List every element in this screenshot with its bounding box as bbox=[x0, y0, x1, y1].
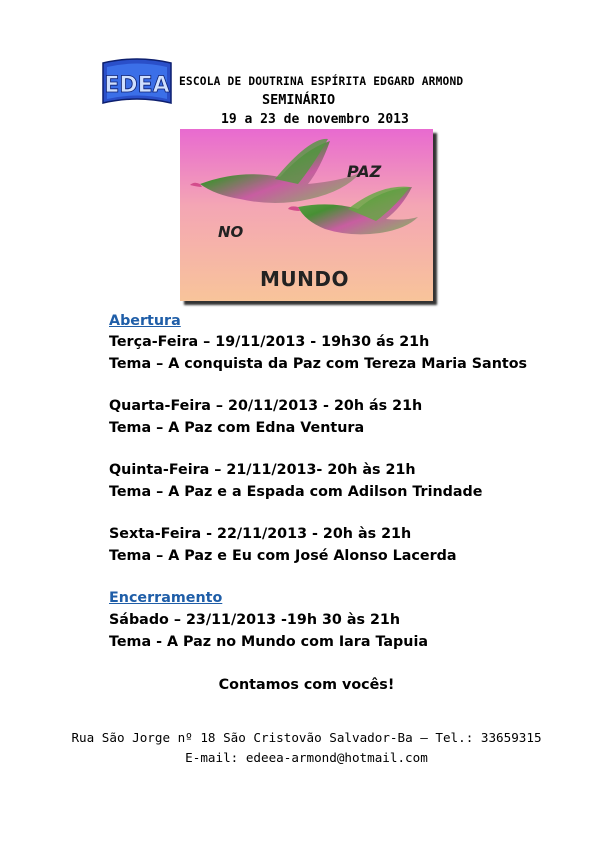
closing-session-theme: Tema - A Paz no Mundo com Iara Tapuia bbox=[109, 634, 428, 650]
closing-message: Contamos com vocês! bbox=[218, 677, 395, 693]
banner-word-paz: PAZ bbox=[347, 162, 382, 181]
session-1-theme: Tema – A conquista da Paz com Tereza Maria Santos bbox=[109, 356, 528, 372]
event-title: SEMINÁRIO bbox=[262, 92, 336, 108]
edeea-logo bbox=[101, 53, 173, 109]
event-dates: 19 a 23 de novembro 2013 bbox=[221, 112, 409, 127]
footer-email: E-mail: edeea-armond@hotmail.com bbox=[185, 750, 428, 765]
banner-word-mundo: MUNDO bbox=[260, 267, 349, 291]
peace-banner bbox=[180, 129, 433, 301]
session-1-day: Terça-Feira – 19/11/2013 - 19h30 ás 21h bbox=[109, 334, 430, 350]
session-4-day: Sexta-Feira - 22/11/2013 - 20h às 21h bbox=[109, 526, 412, 542]
school-name: ESCOLA DE DOUTRINA ESPÍRITA EDGARD ARMOND bbox=[179, 75, 464, 88]
opening-heading: Abertura bbox=[109, 313, 181, 329]
session-2-theme: Tema – A Paz com Edna Ventura bbox=[109, 420, 365, 436]
session-4-theme: Tema – A Paz e Eu com José Alonso Lacerda bbox=[109, 548, 457, 564]
banner-word-no: NO bbox=[218, 223, 244, 241]
session-3-day: Quinta-Feira – 21/11/2013- 20h às 21h bbox=[109, 462, 416, 478]
closing-session-day: Sábado – 23/11/2013 -19h 30 às 21h bbox=[109, 612, 401, 628]
logo-text: EDEA bbox=[104, 73, 170, 98]
footer-address: Rua São Jorge nº 18 São Cristovão Salvador-Ba – Tel.: 33659315 bbox=[71, 730, 542, 745]
closing-heading: Encerramento bbox=[109, 590, 223, 606]
session-3-theme: Tema – A Paz e a Espada com Adilson Trindade bbox=[109, 484, 483, 500]
session-2-day: Quarta-Feira – 20/11/2013 - 20h ás 21h bbox=[109, 398, 423, 414]
